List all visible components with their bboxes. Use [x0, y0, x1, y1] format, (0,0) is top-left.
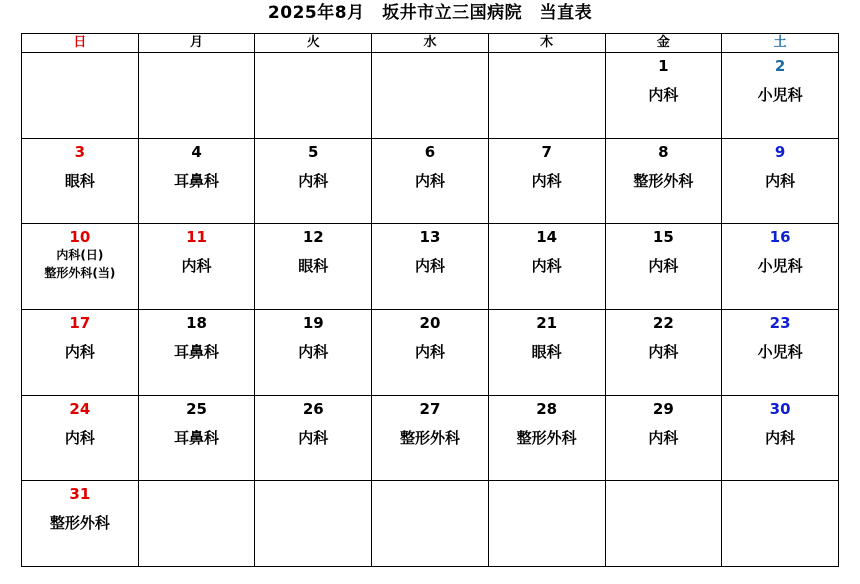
duty-calendar — [21, 33, 839, 567]
day-cell-28 — [488, 395, 605, 481]
duty-department: 眼科 — [531, 342, 562, 361]
day-cell-empty — [488, 481, 605, 567]
day-number: 23 — [769, 313, 791, 332]
weekday-thursday: 木 — [488, 34, 605, 53]
day-number: 24 — [69, 399, 91, 418]
duty-department: 眼科 — [64, 171, 95, 190]
duty-department: 整形外科 — [633, 171, 694, 190]
day-number: 6 — [424, 142, 436, 161]
day-number: 1 — [658, 57, 669, 75]
day-cell-31 — [22, 481, 139, 567]
week-row-2 — [22, 138, 839, 224]
day-cell-1 — [605, 53, 722, 139]
day-number: 31 — [69, 485, 91, 504]
duty-department: 内科 — [298, 342, 329, 361]
day-number: 25 — [186, 399, 207, 418]
week-row-3 — [22, 224, 839, 310]
day-cell-8 — [605, 138, 722, 224]
day-cell-24 — [22, 395, 139, 481]
duty-department: 内科 — [531, 257, 562, 276]
duty-department: 内科 — [414, 342, 445, 361]
day-number: 17 — [69, 313, 91, 332]
day-number: 14 — [536, 228, 558, 247]
day-cell-15 — [605, 224, 722, 310]
duty-department: 小児科 — [757, 86, 803, 104]
duty-department: 内科 — [648, 257, 679, 276]
duty-department: 内科 — [648, 86, 679, 104]
weekday-wednesday: 水 — [372, 34, 489, 53]
day-cell-26 — [255, 395, 372, 481]
day-cell-23 — [722, 309, 839, 395]
duty-department: 内科 — [648, 428, 679, 447]
duty-department: 整形外科 — [49, 514, 110, 533]
duty-department: 内科 — [298, 171, 329, 190]
day-cell-7 — [488, 138, 605, 224]
duty-department: 内科 — [298, 428, 329, 447]
day-cell-empty — [22, 53, 139, 139]
day-cell-10 — [22, 224, 139, 310]
day-cell-empty — [488, 53, 605, 139]
duty-department: 内科 — [64, 342, 95, 361]
day-number: 18 — [186, 313, 207, 332]
day-number: 22 — [652, 313, 674, 332]
week-row-1 — [22, 53, 839, 139]
day-number: 30 — [769, 399, 791, 418]
day-cell-29 — [605, 395, 722, 481]
duty-department: 内科 — [648, 342, 679, 361]
day-cell-empty — [138, 53, 255, 139]
day-number: 2 — [774, 57, 786, 75]
day-number: 4 — [191, 142, 202, 161]
duty-department: 整形外科 — [516, 428, 577, 447]
duty-department: 小児科 — [757, 342, 803, 361]
day-cell-19 — [255, 309, 372, 395]
day-cell-empty — [138, 481, 255, 567]
day-number: 13 — [419, 228, 441, 247]
day-number: 7 — [541, 142, 552, 161]
day-cell-empty — [372, 53, 489, 139]
day-number: 19 — [302, 313, 324, 332]
week-row-5 — [22, 395, 839, 481]
day-number: 8 — [658, 142, 669, 161]
week-row-4 — [22, 309, 839, 395]
day-number: 5 — [308, 142, 319, 161]
weekday-saturday: 土 — [722, 34, 839, 53]
page-title: 2025年8月 坂井市立三国病院 当直表 — [267, 3, 593, 23]
duty-department: 内科 — [765, 428, 796, 447]
day-cell-18 — [138, 309, 255, 395]
day-cell-30 — [722, 395, 839, 481]
day-cell-empty — [605, 481, 722, 567]
day-cell-3 — [22, 138, 139, 224]
day-cell-5 — [255, 138, 372, 224]
day-cell-2 — [722, 53, 839, 139]
duty-department: 内科 — [765, 171, 796, 190]
day-cell-4 — [138, 138, 255, 224]
day-cell-empty — [372, 481, 489, 567]
day-number: 21 — [536, 313, 558, 332]
day-number: 11 — [186, 228, 207, 247]
day-cell-empty — [255, 481, 372, 567]
weekday-tuesday: 火 — [255, 34, 372, 53]
day-cell-12 — [255, 224, 372, 310]
weekday-monday: 月 — [138, 34, 255, 53]
duty-department: 小児科 — [757, 257, 803, 276]
day-number: 26 — [302, 399, 324, 418]
duty-department: 耳鼻科 — [174, 342, 220, 361]
weekday-sunday: 日 — [22, 34, 139, 53]
weekday-friday: 金 — [605, 34, 722, 53]
duty-department: 内科 — [531, 171, 562, 190]
duty-department: 内科 — [414, 171, 445, 190]
day-number: 16 — [769, 228, 791, 247]
day-number: 12 — [302, 228, 324, 247]
duty-department-night: 整形外科(当) — [44, 266, 116, 281]
day-cell-14 — [488, 224, 605, 310]
duty-department: 内科 — [64, 428, 95, 447]
day-cell-6 — [372, 138, 489, 224]
duty-department: 内科 — [181, 257, 212, 276]
day-number: 27 — [419, 399, 441, 418]
duty-department: 眼科 — [298, 257, 329, 276]
day-number: 10 — [69, 228, 91, 247]
day-cell-16 — [722, 224, 839, 310]
weekday-header-row — [22, 34, 839, 53]
duty-department: 整形外科 — [399, 428, 460, 447]
day-cell-9 — [722, 138, 839, 224]
duty-department: 耳鼻科 — [174, 428, 220, 447]
day-cell-empty — [255, 53, 372, 139]
day-cell-22 — [605, 309, 722, 395]
week-row-6 — [22, 481, 839, 567]
day-cell-27 — [372, 395, 489, 481]
day-cell-20 — [372, 309, 489, 395]
day-number: 9 — [774, 142, 786, 161]
day-cell-25 — [138, 395, 255, 481]
day-cell-21 — [488, 309, 605, 395]
day-number: 20 — [419, 313, 441, 332]
duty-department: 内科 — [414, 257, 445, 276]
day-cell-11 — [138, 224, 255, 310]
day-number: 15 — [652, 228, 674, 247]
day-cell-empty — [722, 481, 839, 567]
day-cell-13 — [372, 224, 489, 310]
day-number: 3 — [74, 142, 86, 161]
duty-department-day: 内科(日) — [56, 248, 104, 263]
day-number: 29 — [652, 399, 674, 418]
day-number: 28 — [536, 399, 558, 418]
day-cell-17 — [22, 309, 139, 395]
duty-department: 耳鼻科 — [174, 171, 220, 190]
